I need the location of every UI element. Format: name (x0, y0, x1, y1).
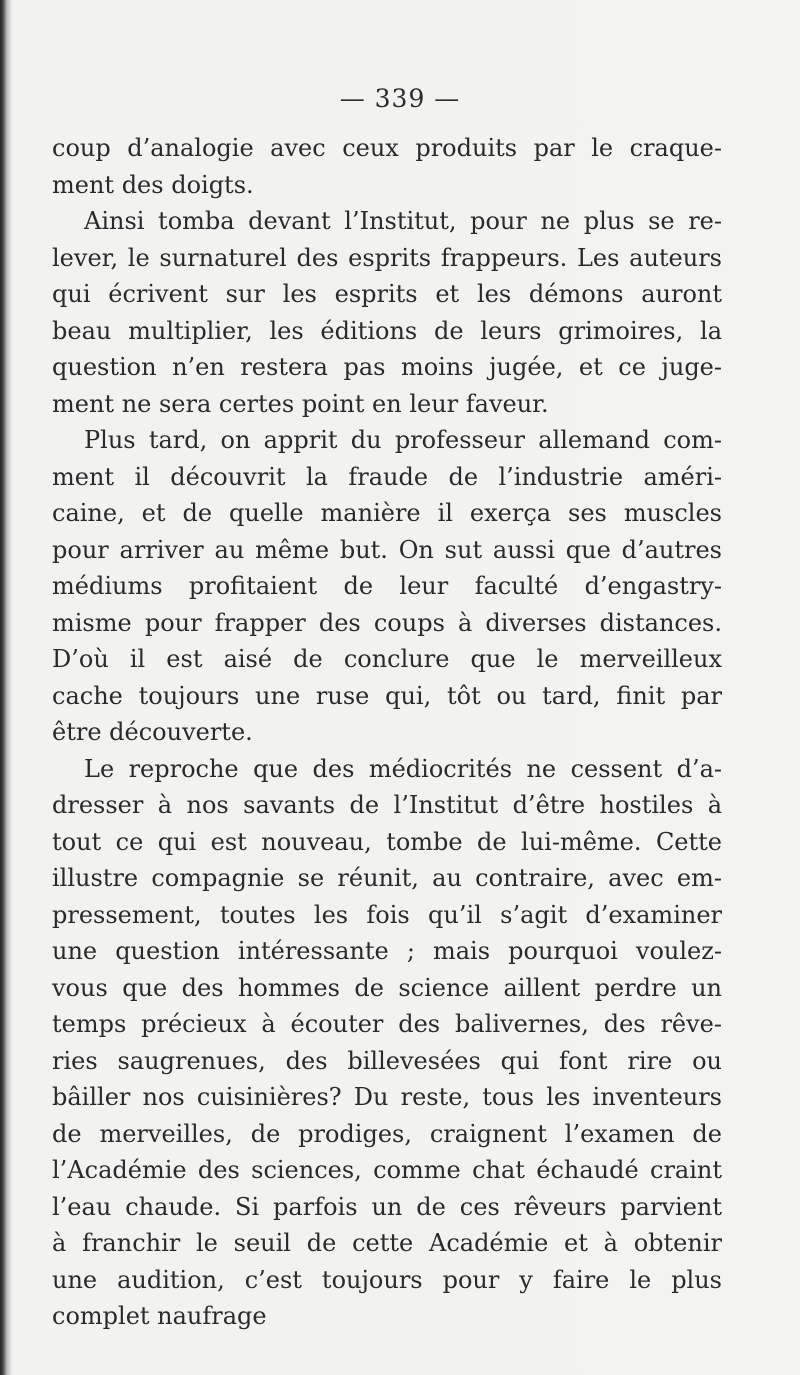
text-line: beau multiplier, les éditions de leurs grimoires, la (52, 316, 722, 345)
text-line: D’où il est aisé de conclure que le merveilleux (52, 645, 722, 673)
text-line: de merveilles, de prodiges, craignent l’examen de (52, 1119, 722, 1148)
text-line: être découverte. (52, 718, 253, 746)
text-line: Plus tard, on apprit du professeur allemand com- (84, 426, 722, 454)
text-line: ment des doigts. (52, 170, 254, 199)
text-line: vous que des hommes de science aillent perdre un (52, 973, 722, 1002)
text-line: dresser à nos savants de l’Institut d’être hostiles à (52, 791, 722, 819)
text-line: ment ne sera certes point en leur faveur. (52, 389, 549, 418)
text-line: bâiller nos cuisinières? Du reste, tous les inventeurs (52, 1083, 722, 1111)
text-line: une audition, c’est toujours pour y faire le plus (52, 1265, 722, 1294)
text-line: tout ce qui est nouveau, tombe de lui-même. Cette (52, 827, 722, 856)
page-number-header: — 339 — (339, 84, 461, 113)
text-line: temps précieux à écouter des balivernes, des rêve- (52, 1010, 722, 1038)
text-line: illustre compagnie se réunit, au contraire, avec em- (52, 864, 722, 892)
text-line: Le reproche que des médiocrités ne cessent d’a- (84, 754, 722, 783)
text-line: Ainsi tomba devant l’Institut, pour ne plus se re- (84, 207, 722, 235)
text-line: coup d’analogie avec ceux produits par le craque- (52, 134, 722, 162)
text-line: caine, et de quelle manière il exerça ses muscles (52, 499, 722, 527)
text-line: cache toujours une ruse qui, tôt ou tard, finit par (52, 681, 722, 710)
text-line: l’eau chaude. Si parfois un de ces rêveurs parvient (52, 1192, 722, 1221)
text-line: ment il découvrit la fraude de l’industrie améri- (52, 462, 722, 491)
text-line: complet naufrage (52, 1302, 267, 1330)
text-line: misme pour frapper des coups à diverses distances. (52, 608, 722, 637)
text-line: lever, le surnaturel des esprits frappeurs. Les auteurs (52, 243, 722, 272)
text-line: pour arriver au même but. On sut aussi que d’autres (52, 535, 722, 564)
text-line: une question intéressante ; mais pourquoi voulez- (52, 937, 722, 965)
text-line: ries saugrenues, des billevesées qui font rire ou (52, 1046, 722, 1075)
text-line: à franchir le seuil de cette Académie et à obtenir (52, 1229, 722, 1257)
text-line: pressement, toutes les fois qu’il s’agit d’examiner (52, 900, 722, 929)
text-line: qui écrivent sur les esprits et les démons auront (52, 280, 722, 308)
text-line: l’Académie des sciences, comme chat échaudé craint (52, 1156, 722, 1184)
text-line: question n’en restera pas moins jugée, et ce juge- (52, 353, 722, 381)
page-binding-edge (0, 0, 12, 1375)
body-text (52, 130, 722, 1335)
text-line: médiums profitaient de leur faculté d’engastry- (52, 572, 722, 600)
